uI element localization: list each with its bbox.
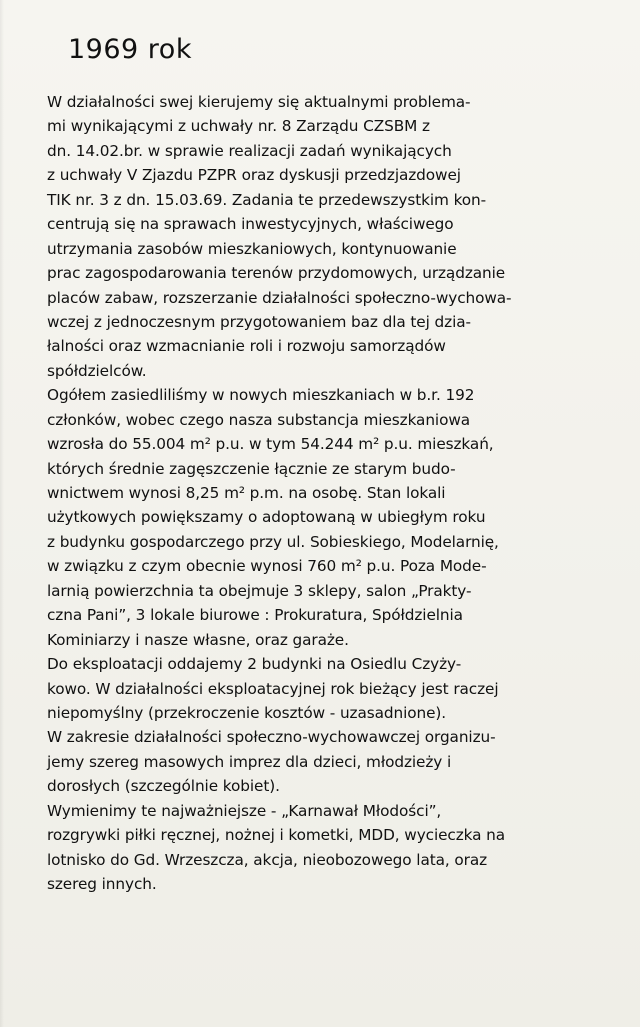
text-line: których średnie zagęszczenie łącznie ze starym budo- xyxy=(47,459,456,478)
text-line: szereg innych. xyxy=(47,875,157,893)
text-line: niepomyślny (przekroczenie kosztów - uzasadnione). xyxy=(47,703,447,722)
text-line: W działalności swej kierujemy się aktualnymi problema- xyxy=(47,93,471,111)
text-line: TIK nr. 3 z dn. 15.03.69. Zadania te przedewszystkim kon- xyxy=(47,190,487,209)
page-title: 1969 rok xyxy=(68,34,192,65)
text-line: rozgrywki piłki ręcznej, nożnej i kometki, MDD, wycieczka na xyxy=(47,826,506,845)
text-line: spółdzielców. xyxy=(47,361,147,380)
text-line: z uchwały V Zjazdu PZPR oraz dyskusji przedzjazdowej xyxy=(47,166,461,185)
text-line: wnictwem wynosi 8,25 m² p.m. na osobę. Stan lokali xyxy=(47,484,446,502)
page-left-edge xyxy=(0,0,4,1027)
text-line: Do eksploatacji oddajemy 2 budynki na Osiedlu Czyży- xyxy=(47,655,462,674)
text-line: mi wynikającymi z uchwały nr. 8 Zarządu CZSBM z xyxy=(47,117,430,136)
text-line: użytkowych powiększamy o adoptowaną w ubiegłym roku xyxy=(47,508,486,527)
text-line: czna Pani”, 3 lokale biurowe : Prokuratura, Spółdzielnia xyxy=(47,606,463,625)
text-line: z budynku gospodarczego przy ul. Sobieskiego, Modelarnię, xyxy=(47,532,499,551)
text-line: w związku z czym obecnie wynosi 760 m² p.u. Poza Mode- xyxy=(47,557,487,576)
text-line: placów zabaw, rozszerzanie działalności społeczno-wychowa- xyxy=(47,288,512,307)
text-line: utrzymania zasobów mieszkaniowych, kontynuowanie xyxy=(47,239,457,258)
text-line: Ogółem zasiedliliśmy w nowych mieszkaniach w b.r. 192 xyxy=(47,386,475,405)
text-line: Kominiarzy i nasze własne, oraz garaże. xyxy=(47,630,349,649)
text-line: jemy szereg masowych imprez dla dzieci, młodzieży i xyxy=(47,752,452,771)
text-line: członków, wobec czego nasza substancja mieszkaniowa xyxy=(47,410,471,429)
text-line: kowo. W działalności eksploatacyjnej rok bieżący jest raczej xyxy=(47,679,499,698)
text-line: W zakresie działalności społeczno-wychowawczej organizu- xyxy=(47,728,496,747)
text-line: Wymienimy te najważniejsze - „Karnawał Młodości”, xyxy=(47,801,442,820)
text-line: larnią powierzchnia ta obejmuje 3 sklepy, salon „Prakty- xyxy=(47,581,472,600)
text-line: wczej z jednoczesnym przygotowaniem baz dla tej dzia- xyxy=(47,312,471,331)
text-line: dorosłych (szczególnie kobiet). xyxy=(47,777,280,796)
text-line: łalności oraz wzmacnianie roli i rozwoju samorządów xyxy=(47,337,446,356)
text-line: prac zagospodarowania terenów przydomowych, urządzanie xyxy=(47,264,506,283)
text-line: centrują się na sprawach inwestycyjnych, właściwego xyxy=(47,215,454,234)
text-line: lotnisko do Gd. Wrzeszcza, akcja, nieobozowego lata, oraz xyxy=(47,850,488,869)
text-line: dn. 14.02.br. w sprawie realizacji zadań wynikających xyxy=(47,141,452,160)
text-line: wzrosła do 55.004 m² p.u. w tym 54.244 m² p.u. mieszkań, xyxy=(47,435,494,454)
handwritten-text-body xyxy=(47,90,607,896)
